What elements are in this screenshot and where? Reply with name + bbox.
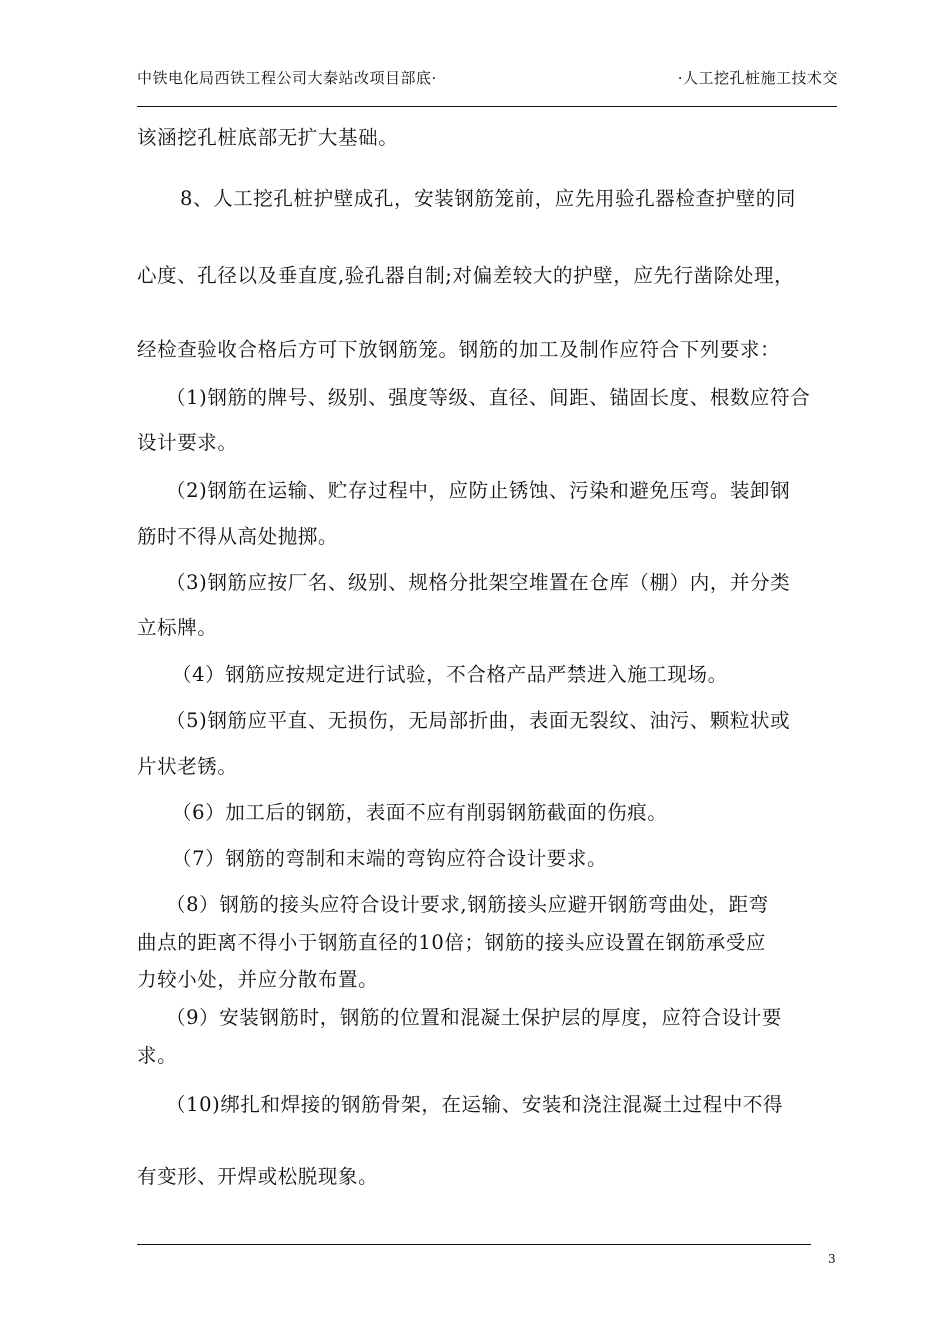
- footer-rule: [137, 1244, 811, 1245]
- body-line: 设计要求。: [137, 431, 238, 454]
- body-line: （5)钢筋应平直、无损伤，无局部折曲，表面无裂纹、油污、颗粒状或: [166, 709, 791, 732]
- header-right-text: ·人工挖孔桩施工技术交: [677, 69, 838, 87]
- body-line: 心度、孔径以及垂直度,验孔器自制;对偏差较大的护壁，应先行凿除处理，: [137, 264, 795, 287]
- header-rule: [137, 106, 837, 107]
- body-line: 片状老锈。: [137, 755, 238, 778]
- body-line: （2)钢筋在运输、贮存过程中，应防止锈蚀、污染和避免压弯。装卸钢: [166, 479, 791, 502]
- body-line: 有变形、开焊或松脱现象。: [137, 1165, 379, 1188]
- body-line: （10)绑扎和焊接的钢筋骨架，在运输、安装和浇注混凝土过程中不得: [166, 1093, 784, 1116]
- body-line: 筋时不得从高处抛掷。: [137, 525, 339, 548]
- body-line: 力较小处，并应分散布置。: [137, 968, 379, 991]
- body-line: （7）钢筋的弯制和末端的弯钩应符合设计要求。: [172, 847, 608, 870]
- body-line: （9）安装钢筋时，钢筋的位置和混凝土保护层的厚度，应符合设计要: [166, 1006, 783, 1029]
- body-line: （8）钢筋的接头应符合设计要求,钢筋接头应避开钢筋弯曲处，距弯: [166, 893, 769, 916]
- page-number: 3: [828, 1252, 836, 1266]
- body-line: （1)钢筋的牌号、级别、强度等级、直径、间距、锚固长度、根数应符合: [166, 386, 811, 409]
- body-line: 曲点的距离不得小于钢筋直径的10倍；钢筋的接头应设置在钢筋承受应: [137, 931, 767, 954]
- body-line: 求。: [137, 1044, 178, 1067]
- body-line: （4）钢筋应按规定进行试验，不合格产品严禁进入施工现场。: [172, 663, 728, 686]
- body-line: （6）加工后的钢筋，表面不应有削弱钢筋截面的伤痕。: [172, 801, 668, 824]
- body-line: 该涵挖孔桩底部无扩大基础。: [137, 126, 399, 149]
- body-line: 立标牌。: [137, 616, 218, 639]
- header-left-text: 中铁电化局西铁工程公司大秦站改项目部底·: [137, 69, 437, 87]
- body-line: （3)钢筋应按厂名、级别、规格分批架空堆置在仓库（棚）内，并分类: [166, 571, 791, 594]
- body-line: 8、人工挖孔桩护壁成孔，安装钢筋笼前，应先用验孔器检查护壁的同: [180, 187, 797, 210]
- body-line: 经检查验收合格后方可下放钢筋笼。钢筋的加工及制作应符合下列要求：: [137, 338, 781, 361]
